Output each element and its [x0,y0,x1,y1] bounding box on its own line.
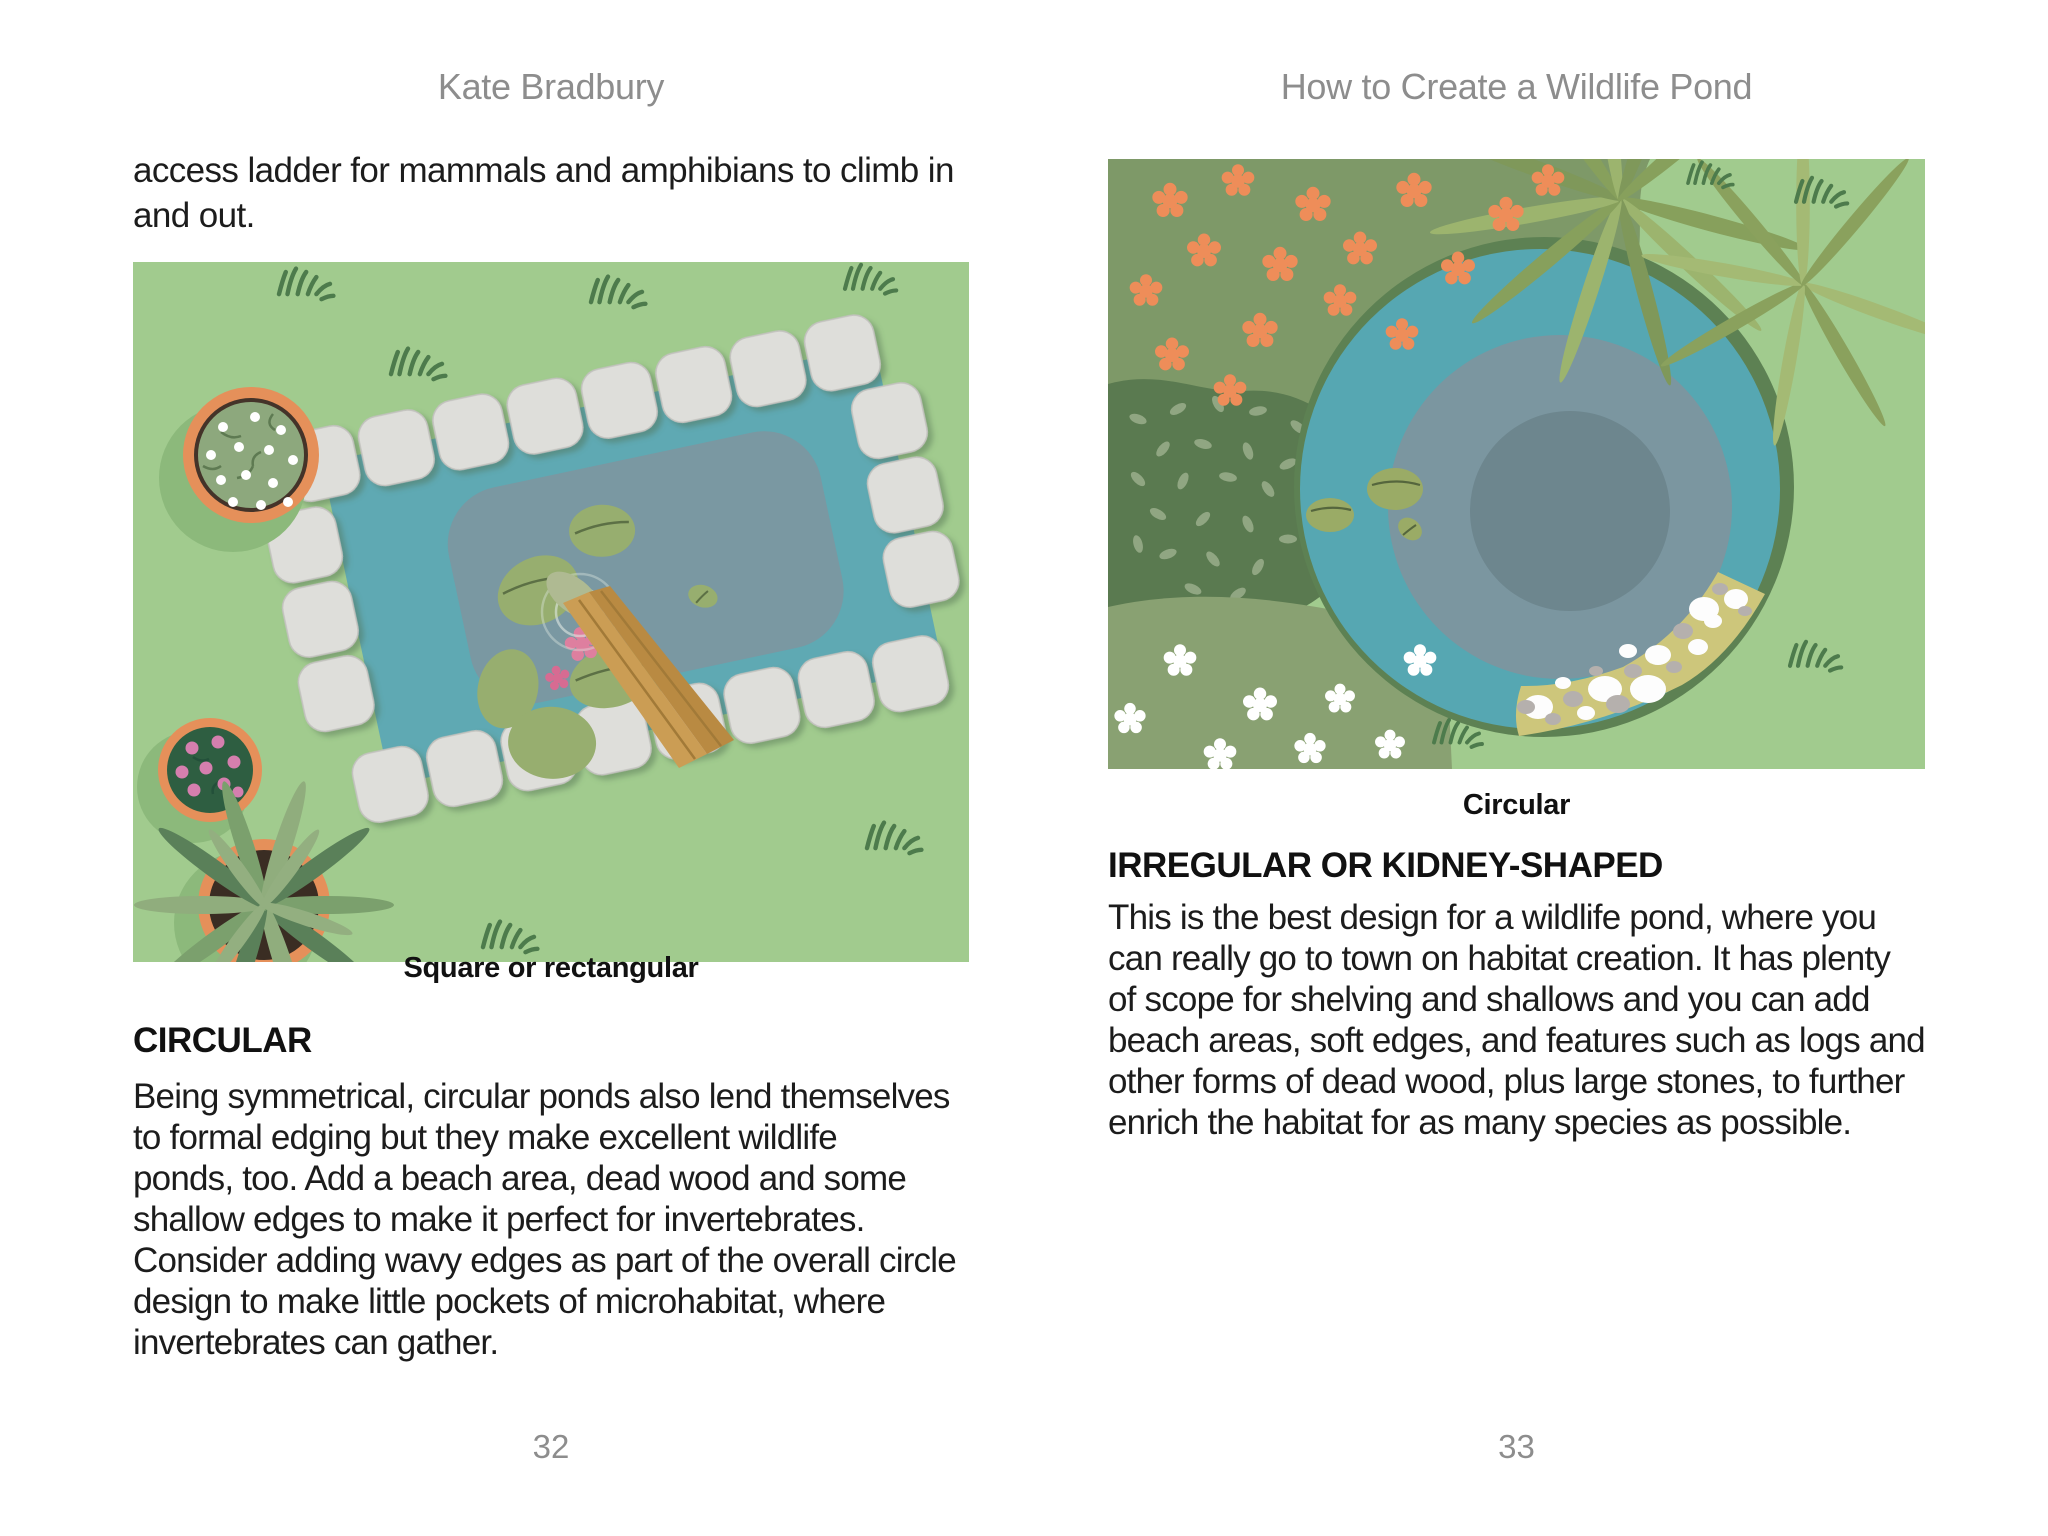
body-paragraph-irregular: This is the best design for a wildlife pond, where you can really go to town on habitat creation. It has plenty of scope for shelving and shallows and you can add beach areas, soft edges, and features such as logs and other forms of dead wood, plus large stones, to further enrich the habitat for as many species as possible. [1108,898,1925,1142]
intro-paragraph: access ladder for mammals and amphibians to climb in and out. [133,151,954,235]
running-header-title: How to Create a Wildlife Pond [1280,66,1753,107]
circular-pond-illustration [1108,159,1925,769]
page-number-left: 32 [532,1428,570,1465]
square-pond-illustration [133,262,969,962]
page-number-right: 33 [1498,1428,1535,1465]
figure-circular-pond [1108,159,1925,769]
section-heading-circular: CIRCULAR [133,1021,312,1060]
figure-square-pond [133,262,969,962]
figure-caption-square: Square or rectangular [403,952,699,984]
potted-plant-white-flowers [183,387,319,523]
potted-plant-pink-dots [158,718,262,822]
section-heading-irregular: IRREGULAR OR KIDNEY-SHAPED [1108,846,1663,885]
running-header-author: Kate Bradbury [437,66,665,107]
pond-deep-zone [1470,411,1670,611]
pond-circular [1294,237,1794,737]
body-paragraph-circular: Being symmetrical, circular ponds also lend themselves to formal edging but they make excellent wildlife ponds, too. Add a beach area, dead wood and some shallow edges to make it perfect for invertebrates. Consider adding wavy edges as part of the overall circle design to make little pockets of microhabitat, where invertebrates can gather. [133,1077,956,1362]
figure-caption-circular: Circular [1462,789,1571,821]
